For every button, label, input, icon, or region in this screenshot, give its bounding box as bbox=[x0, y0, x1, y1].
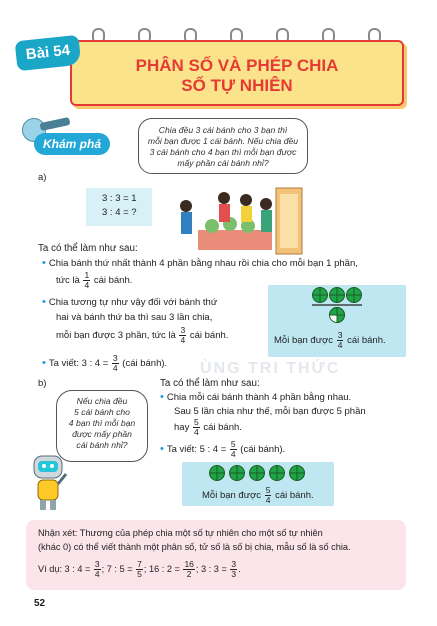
fraction-denominator: 4 bbox=[112, 363, 118, 373]
part-b-bullet-2 bbox=[160, 440, 285, 459]
lesson-title-box bbox=[70, 40, 404, 106]
example-text: ; 7 : 5 = bbox=[101, 563, 133, 574]
fraction bbox=[265, 486, 272, 505]
fraction bbox=[136, 560, 143, 579]
speech-bubble-top bbox=[138, 118, 308, 174]
bubble-line: 4 bạn thì mỗi bạn bbox=[68, 418, 136, 428]
bullet-icon: • bbox=[42, 257, 46, 269]
bubble-line: Chia đều 3 cái bánh cho 3 bạn thì bbox=[158, 125, 288, 135]
remark-box bbox=[26, 520, 406, 590]
caption-text: Mỗi bạn được bbox=[202, 490, 262, 502]
telescope-icon bbox=[39, 117, 70, 131]
fraction-numerator: 1 bbox=[84, 270, 90, 280]
lesson-badge: Bài 54 bbox=[15, 35, 82, 72]
fraction-numerator: 5 bbox=[265, 485, 271, 495]
fraction-denominator: 4 bbox=[84, 280, 90, 290]
part-a-heading: Ta có thể làm như sau: bbox=[38, 243, 138, 254]
lesson-title-line2: SỐ TỰ NHIÊN bbox=[181, 76, 293, 95]
bubble-line: mấy phần cái bánh nhỉ? bbox=[177, 158, 269, 168]
fraction bbox=[230, 560, 237, 579]
bubble-line: mỗi bạn được 1 cái bánh. Nếu chia đều bbox=[147, 136, 299, 146]
bullet-text: cái bánh. bbox=[189, 330, 229, 342]
fraction bbox=[179, 326, 186, 345]
part-a-bullet-2-cont bbox=[56, 326, 228, 345]
watermark: ÙNG TRI THỨC bbox=[200, 360, 341, 377]
fraction-denominator: 4 bbox=[265, 495, 271, 505]
bullet-text: tức là bbox=[56, 275, 80, 287]
example-text: ; 16 : 2 = bbox=[143, 563, 180, 574]
caption-text: Mỗi bạn được bbox=[274, 335, 334, 347]
fraction-numerator: 3 bbox=[94, 559, 100, 569]
fraction-denominator: 2 bbox=[186, 569, 192, 579]
equation-2: 3 : 4 = ? bbox=[102, 207, 137, 218]
fraction-denominator: 4 bbox=[193, 427, 199, 437]
fraction-denominator: 3 bbox=[231, 569, 237, 579]
remark-examples bbox=[38, 560, 241, 579]
fraction bbox=[83, 271, 90, 290]
cake-icons bbox=[182, 462, 334, 484]
fraction-denominator: 4 bbox=[94, 569, 100, 579]
bullet-icon: • bbox=[42, 357, 46, 370]
page-number: 52 bbox=[34, 598, 46, 609]
fraction-denominator: 5 bbox=[137, 569, 142, 579]
bubble-line: Nếu chia đều bbox=[76, 396, 128, 406]
bullet-text: mỗi bạn được 3 phần, tức là bbox=[56, 330, 176, 342]
fraction bbox=[112, 354, 119, 373]
fraction-numerator: 5 bbox=[230, 439, 236, 449]
equation-1: 3 : 3 = 1 bbox=[102, 193, 137, 204]
fraction bbox=[337, 331, 344, 350]
part-b-bullet-1 bbox=[160, 391, 410, 404]
fraction-numerator: 3 bbox=[337, 330, 343, 340]
part-a-bullet-1 bbox=[42, 257, 412, 270]
speech-bubble-side bbox=[56, 390, 148, 462]
section-tag: Khám phá bbox=[34, 133, 110, 155]
fraction-numerator: 16 bbox=[184, 559, 194, 569]
bubble-line: cái bánh nhỉ? bbox=[76, 440, 128, 450]
bullet-text: cái bánh. bbox=[203, 422, 242, 434]
bullet-text: Chia tương tự như vậy đối với bánh thứ bbox=[48, 297, 218, 308]
fraction bbox=[183, 560, 194, 579]
bullet-icon: • bbox=[42, 296, 46, 308]
example-label: Ví dụ: 3 : 4 = bbox=[38, 563, 91, 574]
part-b-label: b) bbox=[38, 378, 47, 389]
remark-line-1: Nhận xét: Thương của phép chia một số tự nhiên cho một số tự nhiên bbox=[38, 528, 323, 538]
bullet-text: Chia mỗi cái bánh thành 4 phần bằng nhau. bbox=[166, 392, 352, 403]
bullet-text: Ta viết: 3 : 4 = bbox=[48, 358, 109, 370]
part-a-bullet-2 bbox=[42, 296, 217, 309]
fraction-numerator: 3 bbox=[231, 559, 237, 569]
part-a-bullet-3 bbox=[42, 354, 167, 373]
fraction-denominator: 4 bbox=[337, 340, 343, 350]
bullet-text: (cái bánh). bbox=[122, 358, 168, 370]
bubble-line: 3 cái bánh cho 4 bạn thì mỗi bạn được bbox=[149, 147, 297, 157]
example-text: ; 3 : 3 = bbox=[195, 563, 227, 574]
fraction-numerator: 7 bbox=[137, 559, 142, 569]
bullet-text: (cái bánh). bbox=[240, 444, 286, 456]
fraction-denominator: 4 bbox=[230, 449, 236, 459]
cake-diagram-b bbox=[182, 462, 334, 506]
bullet-text: cái bánh. bbox=[93, 275, 133, 287]
caption-text: cái bánh. bbox=[347, 335, 386, 347]
bullet-text: hay bbox=[174, 422, 190, 434]
fraction-numerator: 3 bbox=[180, 325, 186, 335]
cake-diagram-a bbox=[268, 285, 406, 357]
lesson-title-line1: PHÂN SỐ VÀ PHÉP CHIA bbox=[135, 56, 339, 75]
bullet-text: hai và bánh thứ ba thì sau 3 lần chia, bbox=[56, 312, 213, 323]
fraction bbox=[230, 440, 237, 459]
bullet-icon: • bbox=[160, 391, 164, 403]
bullet-text: Chia bánh thứ nhất thành 4 phần bằng nhau rồi chia cho mỗi bạn 1 phần, bbox=[48, 258, 358, 269]
fraction bbox=[94, 560, 101, 579]
remark-line-2: (khác 0) có thể viết thành một phân số, tử số là số bị chia, mẫu số là số chia. bbox=[38, 542, 351, 552]
fraction-numerator: 3 bbox=[112, 353, 118, 363]
fraction bbox=[193, 418, 200, 437]
caption-text: cái bánh. bbox=[275, 490, 314, 502]
cake-caption-a bbox=[274, 331, 386, 350]
equation-box bbox=[86, 188, 152, 226]
fraction-numerator: 5 bbox=[193, 417, 199, 427]
part-a-bullet-1-cont bbox=[56, 271, 132, 290]
bubble-line: được mấy phần bbox=[72, 429, 132, 439]
part-b-heading: Ta có thể làm như sau: bbox=[160, 378, 260, 389]
example-end: . bbox=[238, 563, 241, 574]
fraction-denominator: 4 bbox=[180, 335, 186, 345]
part-b-bullet-1-cont bbox=[174, 418, 242, 437]
bullet-text: Ta viết: 5 : 4 = bbox=[166, 444, 227, 456]
robot-mascot-icon bbox=[28, 452, 68, 512]
bullet-icon: • bbox=[160, 443, 164, 456]
bubble-line: 5 cái bánh cho bbox=[74, 407, 130, 417]
children-illustration bbox=[168, 178, 308, 260]
part-a-label: a) bbox=[38, 172, 47, 183]
bullet-text: Sau 5 lần chia như thế, mỗi bạn được 5 phần bbox=[174, 406, 366, 417]
cake-caption-b bbox=[202, 486, 314, 505]
